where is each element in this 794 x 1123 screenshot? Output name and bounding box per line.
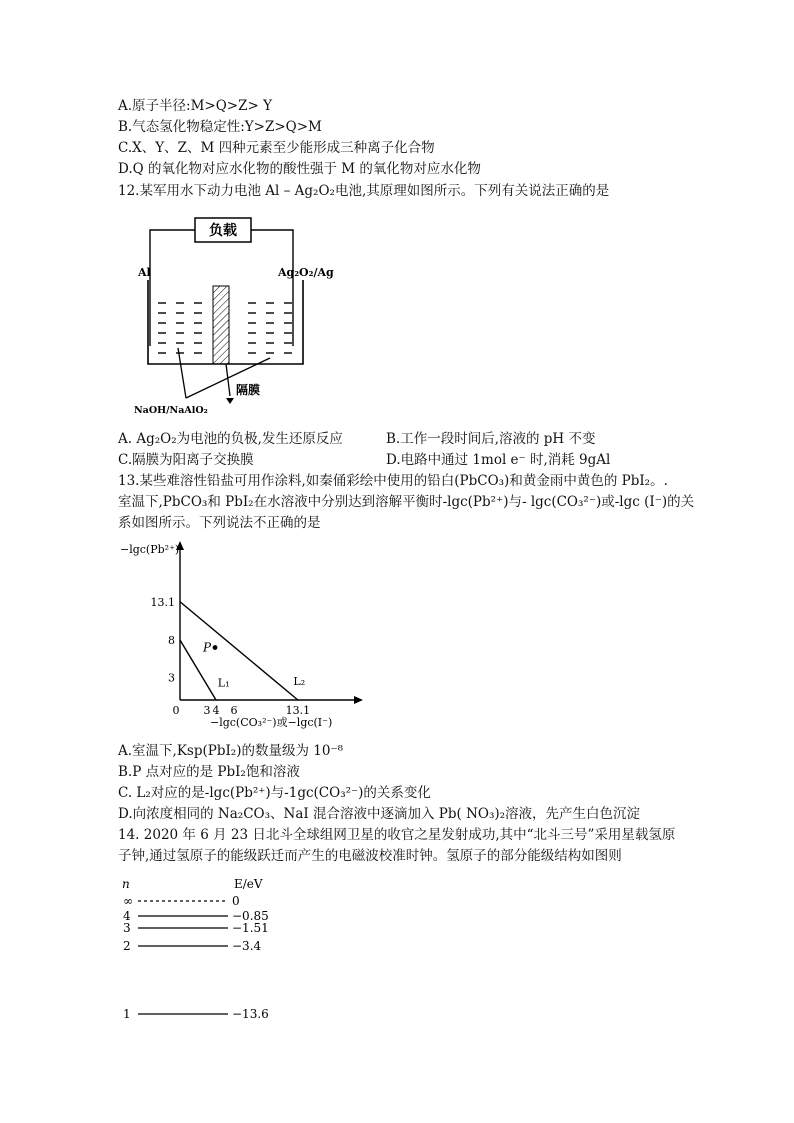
q12-option-d: D.电路中通过 1mol e⁻ 时,消耗 9gAl (386, 452, 611, 468)
level-n-label: 3 (123, 921, 131, 935)
membrane-label: 隔膜 (236, 383, 261, 397)
q13-option-b: B.P 点对应的是 PbI₂饱和溶液 (118, 764, 300, 780)
n-header: n (122, 877, 130, 891)
level-n-label: 1 (123, 1007, 131, 1021)
q12-option-a: A. Ag₂O₂为电池的负极,发生还原反应 (118, 431, 343, 447)
left-electrode-label: Al (138, 266, 151, 279)
series-line-2 (180, 602, 298, 700)
level-energy-label: −1.51 (232, 921, 269, 935)
q12-option-c: C.隔膜为阳离子交换膜 (118, 452, 254, 468)
level-energy-label: 0 (232, 894, 240, 908)
right-wire (251, 230, 293, 346)
level-energy-label: −3.4 (232, 939, 262, 953)
q13-stem-line2: 室温下,PbCO₃和 PbI₂在水溶液中分别达到溶解平衡时-lgc(Pb²⁺)与- lgc(CO₃²⁻)或-lgc (I⁻)的关 (118, 494, 695, 510)
point-label: P (203, 640, 212, 655)
solubility-chart (118, 538, 368, 737)
x-tick-label: 3 (203, 704, 211, 717)
q13-stem-line3: 系如图所示。下列说法不正确的是 (118, 515, 321, 531)
q14-stem-line2: 子钟,通过氢原子的能级跃迁而产生的电磁波校准时钟。氢原子的部分能级结构如图则 (118, 848, 622, 864)
q13-option-a: A.室温下,Ksp(PbI₂)的数量级为 10⁻⁸ (118, 743, 343, 759)
e-header: E/eV (234, 877, 263, 891)
series-label-1: L₁ (217, 676, 230, 690)
y-tick-label: 8 (168, 634, 175, 647)
y-axis-label: −lgc(Pb²⁺) (120, 543, 180, 556)
point-marker (213, 645, 218, 650)
level-n-label: 2 (123, 939, 131, 953)
q11-option-a: A.原子半径:M>Q>Z> Y (118, 98, 272, 114)
battery-diagram (128, 208, 338, 422)
x-tick-label: 13.1 (285, 704, 311, 717)
q13-option-d: D.向浓度相同的 Na₂CO₃、NaI 混合溶液中逐滴加入 Pb( NO₃)₂溶液，先产生白色沉淀 (118, 806, 641, 822)
load-label: 负载 (209, 223, 237, 239)
q14-stem-line1: 14. 2020 年 6 月 23 日北斗全球组网卫星的收官之星发射成功,其中“北斗三号”采用星载氢原 (118, 827, 676, 843)
series-label-2: L₂ (293, 675, 306, 688)
q13-option-c: C. L₂对应的是-lgc(Pb²⁺)与-1gc(CO₃²⁻)的关系变化 (118, 785, 431, 801)
q11-option-d: D.Q 的氧化物对应水化物的酸性强于 M 的氧化物对应水化物 (118, 161, 481, 177)
x-axis-label: −lgc(CO₃²⁻)或−lgc(I⁻) (210, 716, 333, 729)
level-n-label: 4 (123, 909, 131, 923)
energy-level-diagram (118, 876, 288, 1030)
q11-option-b: B.气态氢化物稳定性:Y>Z>Q>M (118, 119, 322, 135)
y-tick-label: 13.1 (150, 595, 175, 609)
x-tick-label: 4 (212, 704, 220, 717)
q13-stem-line1: 13.某些难溶性铅盐可用作涂料,如秦俑彩绘中使用的铅白(PbCO₃)和黄金雨中黄色的 PbI₂。. (118, 473, 668, 489)
membrane (213, 286, 229, 364)
x-tick-label: 6 (230, 704, 238, 717)
level-energy-label: −13.6 (232, 1007, 269, 1021)
level-n-label: ∞ (123, 894, 133, 908)
q12-stem: 12.某军用水下动力电池 Al – Ag₂O₂电池,其原理如图所示。下列有关说法正确的是 (118, 183, 610, 199)
q11-option-c: C.X、Y、Z、M 四种元素至少能形成三种离子化合物 (118, 140, 435, 156)
q12-option-b: B.工作一段时间后,溶液的 pH 不变 (386, 431, 596, 447)
origin-label: 0 (172, 704, 180, 717)
right-electrode-label: Ag₂O₂/Ag (278, 266, 334, 279)
y-tick-label: 3 (168, 671, 175, 685)
left-wire (150, 230, 195, 346)
level-energy-label: −0.85 (232, 909, 269, 923)
electrolyte-label: NaOH/NaAlO₂ (134, 405, 208, 416)
